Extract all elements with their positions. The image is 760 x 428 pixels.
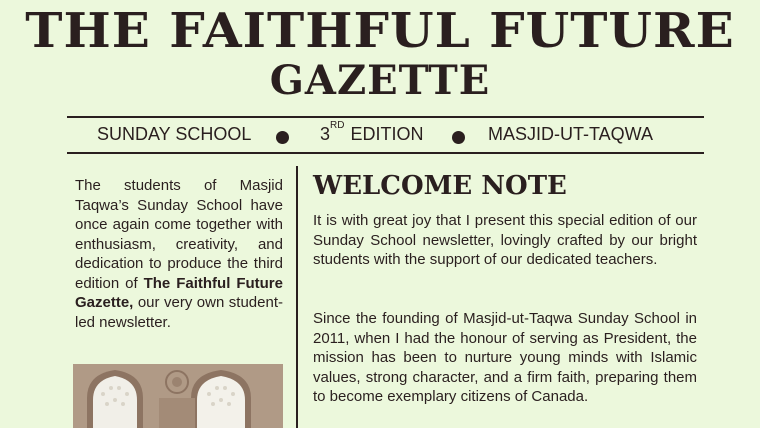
edition-suffix: RD <box>330 120 345 131</box>
bottom-rule <box>67 152 704 154</box>
masjid-label: MASJID-UT-TAQWA <box>488 124 653 144</box>
welcome-paragraph-2: Since the founding of Masjid-ut-Taqwa Sunday School in 2011, when I had the honour of serving as President, the mission has been to nurture young minds with Islamic values, strong character, and a firm faith, preparing them to become exemplary citizens of Canada. <box>313 310 697 405</box>
edition-number: 3 <box>320 124 331 144</box>
masjid-interior-photo <box>73 364 283 428</box>
bullet-dot <box>276 131 289 144</box>
school-label: SUNDAY SCHOOL <box>97 124 252 144</box>
edition-bar <box>67 118 704 152</box>
masjid-arches-illustration <box>73 364 283 428</box>
newspaper-subtitle: GAZETTE <box>269 57 491 104</box>
intro-paragraph <box>75 176 283 332</box>
intro-text: The students of Masjid Taqwa’s Sunday School have once again come together with enthusiasm, creativity, and dedication to produce the third edition of <box>75 177 283 292</box>
edition-word: EDITION <box>350 124 424 144</box>
column-divider <box>296 166 298 428</box>
welcome-paragraph-1: It is with great joy that I present this special edition of our Sunday School newsletter, lovingly crafted by our bright students with the support of our dedicated teachers. <box>313 212 697 268</box>
welcome-heading: WELCOME NOTE <box>313 171 567 201</box>
bullet-dot <box>452 131 465 144</box>
intro-outro: our very own student-led newsletter. <box>75 294 283 331</box>
newspaper-title: THE FAITHFUL FUTURE <box>25 2 735 59</box>
edition-label <box>320 120 424 145</box>
publication-name: The Faithful Future Gazette, <box>75 274 283 311</box>
